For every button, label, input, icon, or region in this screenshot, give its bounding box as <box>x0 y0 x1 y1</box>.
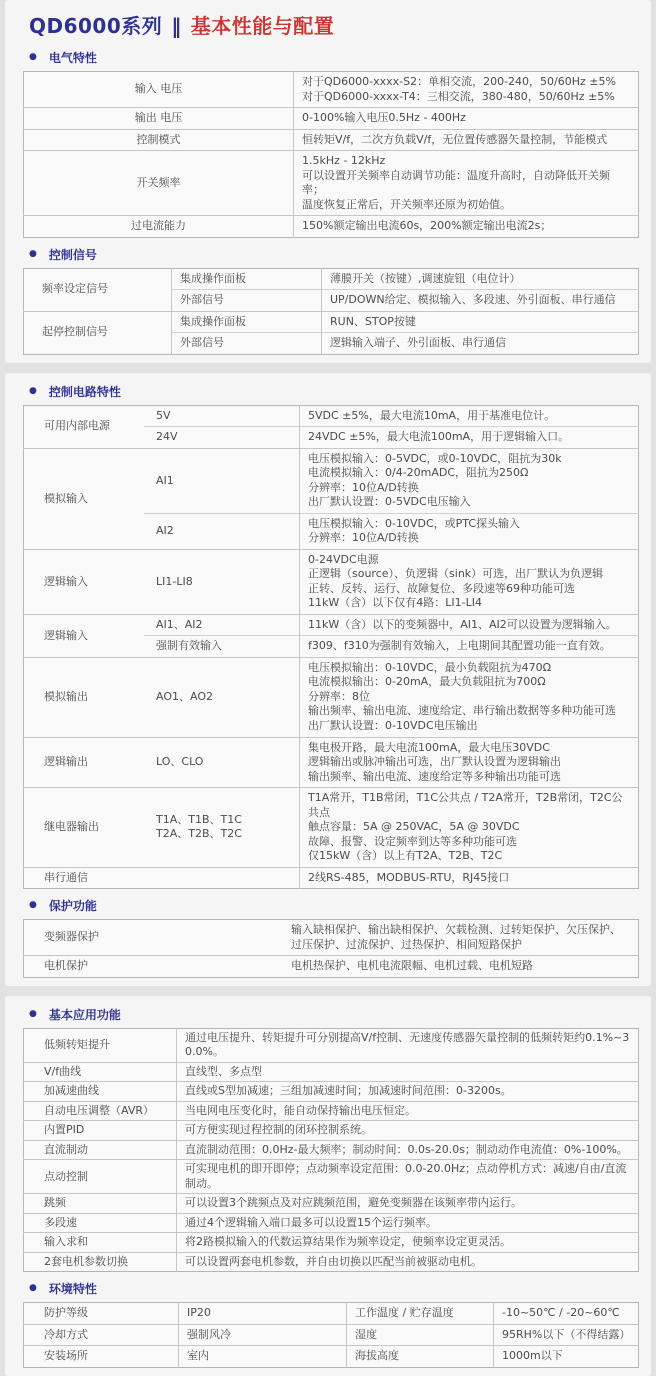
signal-channel-cell: 外部信号 <box>172 290 322 312</box>
table-row <box>24 1324 639 1346</box>
spec-value-cell <box>283 920 639 956</box>
circuit-port-cell: 24V <box>144 427 300 449</box>
env-value-cell: 强制风冷 <box>179 1324 347 1346</box>
table-row <box>24 549 639 614</box>
spec-value-cell: 直线型、多点型 <box>177 1062 639 1082</box>
spec-value-line: 集电极开路，最大电流100mA，最大电压30VDC <box>308 740 550 754</box>
signal-desc-cell: RUN、STOP按键 <box>322 311 639 333</box>
circuit-category-cell: 逻辑输出 <box>24 737 145 788</box>
env-value-cell: 1000m以下 <box>494 1346 639 1368</box>
spec-label-cell: 输出 电压 <box>24 108 294 130</box>
circuit-desc-cell <box>300 448 639 513</box>
spec-value-line: 过压保护、过流保护、过热保护、相间短路保护 <box>291 937 522 951</box>
control-circuit-table <box>23 405 639 889</box>
spec-value-cell: 将2路模拟输入的代数运算结果作为频率设定，使频率设定更灵活。 <box>177 1233 639 1253</box>
spec-label-cell: 内置PID <box>24 1121 177 1141</box>
signal-channel-cell: 集成操作面板 <box>172 268 322 290</box>
bullet-icon: ● <box>29 52 37 62</box>
panel-bottom <box>5 996 651 1376</box>
section-header-electrical <box>5 41 651 71</box>
spec-value-cell: 0-100%输入电压0.5Hz - 400Hz <box>294 108 639 130</box>
spec-value-cell: 电机热保护、电机电流限幅、电机过载、电机短路 <box>283 956 639 978</box>
spec-value-cell <box>294 151 639 216</box>
spec-value-cell: 可以设置两套电机参数，并自由切换以匹配当前被驱动电机。 <box>177 1252 639 1272</box>
spec-label-cell: 开关频率 <box>24 151 294 216</box>
protection-table <box>23 919 639 978</box>
section-title: 控制电路特性 <box>48 384 121 399</box>
table-row <box>24 614 639 636</box>
circuit-category-cell: 逻辑输入 <box>24 549 145 614</box>
spec-value-cell: 恒转矩V/f，二次方负载V/f，无位置传感器矢量控制，节能模式 <box>294 129 639 151</box>
section-header-basic-functions <box>5 998 651 1028</box>
table-row <box>24 72 639 108</box>
circuit-port-cell: AI1、AI2 <box>144 614 300 636</box>
spec-value-line: 仅15kW（含）以上有T2A、T2B、T2C <box>308 849 503 863</box>
circuit-desc-cell <box>300 737 639 788</box>
table-row <box>24 788 639 868</box>
circuit-port-cell <box>144 788 300 868</box>
spec-value-line: 电压模拟输入：0-5VDC，或0-10VDC，阻抗为30k <box>308 451 562 465</box>
spec-value-cell <box>294 72 639 108</box>
table-row <box>24 1082 639 1102</box>
control-signals-table <box>23 268 639 355</box>
signal-channel-cell: 集成操作面板 <box>172 311 322 333</box>
table-row <box>24 1194 639 1214</box>
bullet-icon: ● <box>29 248 37 259</box>
spec-value-cell: 可实现电机的即开即停；点动频率设定范围：0.0-20.0Hz；点动停机方式：减速/自由/直流制动。 <box>177 1160 639 1194</box>
bullet-icon: ● <box>29 900 37 911</box>
signal-channel-cell: 外部信号 <box>172 333 322 355</box>
circuit-desc-cell: 2线RS-485，MODBUS-RTU，RJ45接口 <box>300 867 639 889</box>
spec-value-cell: 150%额定输出电流60s，200%额定输出电流2s； <box>294 216 639 238</box>
table-row <box>24 920 639 956</box>
table-row <box>24 956 639 978</box>
table-row <box>24 268 639 290</box>
spec-label-cell: 跳频 <box>24 1194 177 1214</box>
circuit-desc-cell: 5VDC ±5%，最大电流10mA，用于基准电位计。 <box>300 405 639 427</box>
table-row <box>24 311 639 333</box>
table-row <box>24 1233 639 1253</box>
spec-value-line: 正逻辑（source）、负逻辑（sink）可选，出厂默认为负逻辑 <box>308 567 604 581</box>
env-label-cell: 防护等级 <box>44 1306 88 1320</box>
spec-label-cell: 输入求和 <box>24 1233 177 1253</box>
spec-value-line: 对于QD6000-xxxx-S2：单相交流，200-240，50/60Hz ±5% <box>302 75 616 88</box>
spec-label-cell: 输入 电压 <box>134 82 183 96</box>
spec-label-cell: V/f曲线 <box>24 1062 177 1082</box>
env-value-cell: 95RH%以下（不得结露） <box>494 1324 639 1346</box>
spec-value-line: 温度恢复正常后，开关频率还原为初始值。 <box>302 197 511 211</box>
table-row <box>24 151 639 216</box>
bullet-icon: ● <box>29 1283 37 1294</box>
spec-value-line: 分辨率：10位A/D转换 <box>308 531 419 545</box>
spec-value-line: 11kW（含）以下仅有4路：LI1-LI4 <box>308 596 482 610</box>
table-row <box>24 1213 639 1233</box>
spec-label-cell: 自动电压调整（AVR） <box>24 1101 177 1121</box>
circuit-desc-cell: 11kW（含）以下的变频器中，AI1、AI2可以设置为逻辑输入。 <box>300 614 639 636</box>
spec-value-cell: 可以设置3个跳频点及对应跳频范围，避免变频器在该频率带内运行。 <box>177 1194 639 1214</box>
table-row <box>24 1140 639 1160</box>
circuit-port-cell: 强制有效输入 <box>144 636 300 658</box>
circuit-desc-cell <box>300 788 639 868</box>
signal-desc-cell: UP/DOWN给定、模拟输入、多段速、外引面板、串行通信 <box>322 290 639 312</box>
section-title: 保护功能 <box>48 899 97 914</box>
spec-value-line: T1A常开，T1B常闭，T1C公共点 / T2A常开，T2B常闭，T2C公共点 <box>308 791 623 819</box>
panel-middle <box>5 373 651 986</box>
spec-label-cell: 加减速曲线 <box>24 1082 177 1102</box>
spec-value-line: 电流模拟输出：0-20mA，最大负载阻抗为700Ω <box>308 675 546 689</box>
spec-value-line: 电流模拟输入：0/4-20mADC，阻抗为250Ω <box>308 466 529 480</box>
spec-value-line: 电压模拟输出：0-10VDC，最小负载阻抗为470Ω <box>308 660 552 674</box>
table-row <box>24 1028 639 1062</box>
circuit-desc-cell <box>300 657 639 737</box>
section-title: 基本应用功能 <box>48 1007 121 1022</box>
circuit-category-cell: 模拟输入 <box>24 448 145 549</box>
spec-label-cell: 过电流能力 <box>24 216 294 238</box>
spec-label-cell: 低频转矩提升 <box>44 1037 110 1051</box>
spec-value-line: 可以设置开关频率自动调节功能：温度升高时，自动降低开关频率； <box>302 168 610 197</box>
table-row <box>24 1252 639 1272</box>
table-row <box>24 1303 639 1325</box>
spec-label-cell: 2套电机参数切换 <box>24 1252 177 1272</box>
table-row <box>24 405 639 427</box>
spec-value-line: 出厂默认设置：0-10VDC电压输出 <box>308 718 478 732</box>
spec-value-cell: 通过电压提升、转矩提升可分别提高V/f控制、无速度传感器矢量控制的低频转矩约0.1%~30.0%。 <box>177 1028 639 1062</box>
env-label-cell: 冷却方式 <box>24 1324 179 1346</box>
circuit-port-cell: LI1-LI8 <box>144 549 300 614</box>
spec-value-cell: 通过4个逻辑输入端口最多可以设置15个运行频率。 <box>177 1213 639 1233</box>
spec-label-cell: 直流制动 <box>24 1140 177 1160</box>
env-label-cell: 湿度 <box>347 1324 494 1346</box>
circuit-desc-cell <box>300 513 639 549</box>
spec-value-line: 故障、报警、设定频率到达等多种功能可选 <box>308 834 517 848</box>
circuit-port-cell: AI2 <box>144 513 300 549</box>
circuit-desc-cell: f309、f310为强制有效输入，上电期间其配置功能一直有效。 <box>300 636 639 658</box>
section-title: 环境特性 <box>48 1282 97 1297</box>
circuit-port-cell: LO、CLO <box>144 737 300 788</box>
signal-group-cell: 起停控制信号 <box>24 311 172 354</box>
table-row <box>24 108 639 130</box>
spec-label-cell: 电机保护 <box>24 956 284 978</box>
table-row <box>24 1121 639 1141</box>
page-subtitle: 基本性能与配置 <box>190 14 335 38</box>
spec-label-cell: 变频器保护 <box>44 930 99 944</box>
spec-value-line: 逻辑输出或脉冲输出可选，出厂默认设置为逻辑输出 <box>308 755 561 769</box>
electrical-spec-table <box>23 71 639 238</box>
table-row <box>24 216 639 238</box>
spec-value-line: 出厂默认设置：0-5VDC电压输入 <box>308 495 471 509</box>
circuit-category-cell: 串行通信 <box>24 867 300 889</box>
env-value-cell: 室内 <box>179 1346 347 1368</box>
circuit-port-cell: 5V <box>156 408 171 422</box>
spec-value-cell: 当电网电压变化时，能自动保持输出电压恒定。 <box>177 1101 639 1121</box>
circuit-category-cell: 继电器输出 <box>24 788 145 868</box>
circuit-port-cell: AO1、AO2 <box>144 657 300 737</box>
circuit-category-cell: 可用内部电源 <box>44 419 110 433</box>
product-series-title: QD6000系列 <box>29 14 163 38</box>
spec-value-line: 输入缺相保护、输出缺相保护、欠载检测、过转矩保护、欠压保护、 <box>291 923 621 937</box>
env-label-cell: 海拔高度 <box>347 1346 494 1368</box>
title-separator: ‖ <box>171 14 182 38</box>
spec-value-line: 0-24VDC电源 <box>308 552 379 566</box>
section-title: 电气特性 <box>48 51 97 65</box>
spec-value-line: 分辨率：8位 <box>308 689 370 703</box>
spec-value-line: 1.5kHz - 12kHz <box>302 154 386 168</box>
table-row <box>24 1062 639 1082</box>
circuit-category-cell: 模拟输出 <box>24 657 145 737</box>
page-title <box>5 2 651 41</box>
table-row <box>24 129 639 151</box>
spec-value-line: 电压模拟输入：0-10VDC，或PTC探头输入 <box>308 516 521 530</box>
circuit-desc-cell <box>300 549 639 614</box>
env-label-cell: 工作温度 / 贮存温度 <box>347 1303 494 1325</box>
spec-value-line: T2A、T2B、T2C <box>156 827 242 841</box>
spec-value-line: 输出频率、输出电流、速度给定等多种输出功能可选 <box>308 769 561 783</box>
table-row <box>24 1160 639 1194</box>
table-row <box>24 1101 639 1121</box>
section-header-control-circuit <box>5 375 651 405</box>
bullet-icon: ● <box>29 1008 37 1019</box>
spec-value-line: 对于QD6000-xxxx-T4：三相交流，380-480，50/60Hz ±5% <box>302 89 615 103</box>
table-row <box>24 1346 639 1368</box>
section-header-control-signals <box>5 238 651 268</box>
table-row <box>24 448 639 513</box>
bullet-icon: ● <box>29 385 37 396</box>
env-value-cell: IP20 <box>179 1303 347 1325</box>
section-header-environment <box>5 1272 651 1302</box>
circuit-port-cell: AI1 <box>144 448 300 513</box>
circuit-desc-cell: 24VDC ±5%，最大电流100mA，用于逻辑输入口。 <box>300 427 639 449</box>
spec-value-cell: 直线或S型加减速；三组加减速时间；加减速时间范围：0-3200s。 <box>177 1082 639 1102</box>
environment-table <box>23 1302 639 1368</box>
section-header-protection <box>5 889 651 919</box>
spec-value-cell: 可方便实现过程控制的闭环控制系统。 <box>177 1121 639 1141</box>
spec-label-cell: 多段速 <box>24 1213 177 1233</box>
table-row <box>24 737 639 788</box>
spec-value-line: 触点容量：5A @ 250VAC，5A @ 30VDC <box>308 820 520 834</box>
circuit-category-cell: 逻辑输入 <box>24 614 145 657</box>
table-row <box>24 867 639 889</box>
panel-top <box>5 0 651 363</box>
spec-value-cell: 直流制动范围：0.0Hz-最大频率；制动时间：0.0s-20.0s；制动动作电流值：0%-100%。 <box>177 1140 639 1160</box>
signal-desc-cell: 薄膜开关（按键）,调速旋钮（电位计） <box>322 268 639 290</box>
spec-value-line: 输出频率、输出电流、速度给定、串行输出数据等多种功能可选 <box>308 704 616 718</box>
basic-functions-table <box>23 1028 639 1273</box>
table-row <box>24 657 639 737</box>
signal-group-cell: 频率设定信号 <box>42 282 108 296</box>
spec-value-line: 正转、反转、运行、故障复位、多段速等69种功能可选 <box>308 581 575 595</box>
signal-desc-cell: 逻辑输入端子、外引面板、串行通信 <box>322 333 639 355</box>
spec-value-line: T1A、T1B、T1C <box>156 812 242 826</box>
env-label-cell: 安装场所 <box>24 1346 179 1368</box>
env-value-cell: -10~50℃ / -20~60℃ <box>494 1303 639 1325</box>
section-title: 控制信号 <box>48 247 97 262</box>
spec-label-cell: 点动控制 <box>24 1160 177 1194</box>
spec-value-line: 分辨率：10位A/D转换 <box>308 480 419 494</box>
spec-label-cell: 控制模式 <box>24 129 294 151</box>
